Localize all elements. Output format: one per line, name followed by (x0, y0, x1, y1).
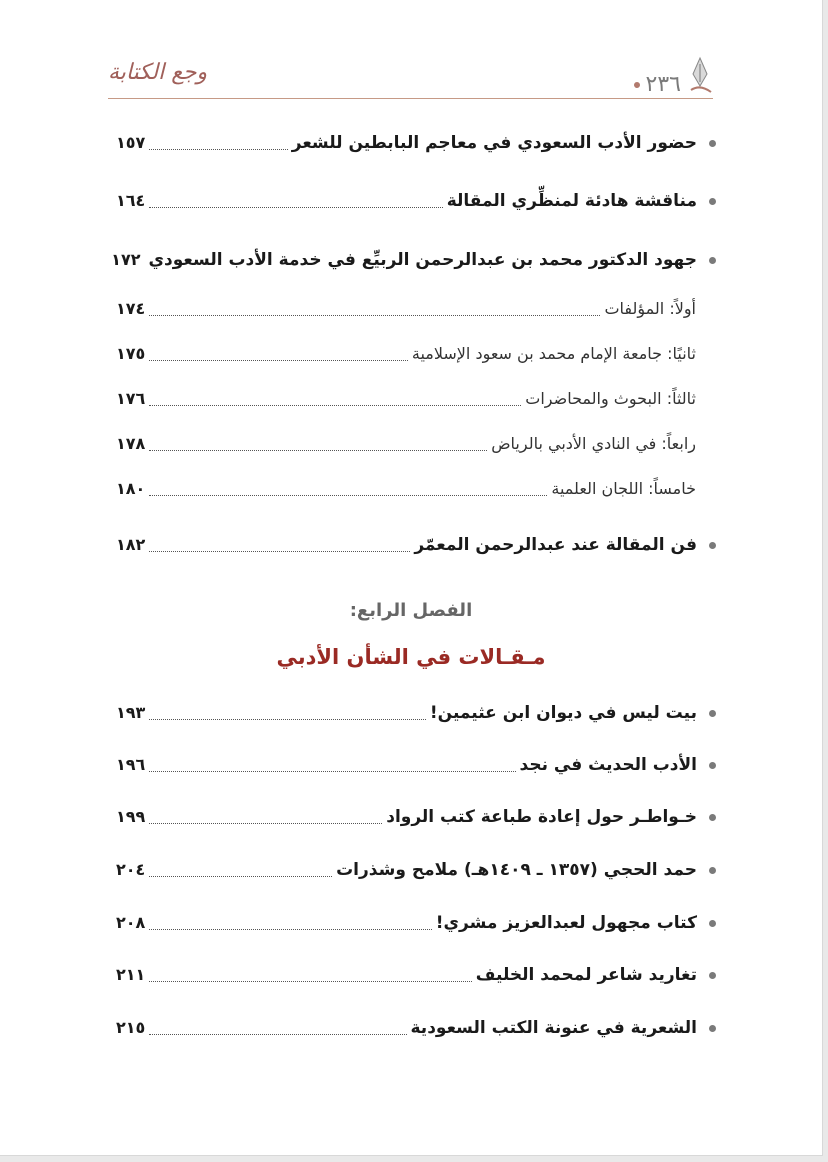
bullet-icon (709, 198, 716, 205)
toc-entry-page: ٢١٥ (116, 1018, 146, 1037)
bullet-icon (709, 542, 716, 549)
bullet-icon (709, 814, 716, 821)
bullet-icon (709, 920, 716, 927)
bullet-icon (709, 140, 716, 147)
bullet-icon (709, 710, 716, 717)
toc-entry[interactable] (116, 906, 716, 940)
toc-entry-title: الأدب الحديث في نجد (519, 755, 697, 775)
bullet-icon (709, 867, 716, 874)
chapter-label: الفصل الرابع: (349, 600, 473, 621)
header-dot-icon (634, 82, 640, 88)
toc-entry-title: حضور الأدب السعودي في معاجم البابطين للشعر (291, 133, 697, 153)
chapter-title: مـقـالات في الشأن الأدبي (276, 645, 546, 669)
toc-entry[interactable] (116, 958, 716, 992)
header-page-number: ٢٣٦ (645, 72, 681, 97)
toc-subentry-title: أولاً: المؤلفات (604, 299, 696, 318)
toc-entry-title: حمد الحجي (١٣٥٧ ـ ١٤٠٩هـ) ملامح وشذرات (336, 860, 697, 880)
bullet-icon (709, 972, 716, 979)
toc-subentry-title: ثانيًا: جامعة الإمام محمد بن سعود الإسلامية (411, 344, 696, 363)
toc-entry-page: ١٨٢ (116, 535, 146, 554)
toc-entry[interactable] (116, 748, 716, 782)
toc-entry[interactable] (111, 243, 716, 277)
toc-entry[interactable] (116, 800, 716, 834)
toc-subentry[interactable] (116, 292, 696, 326)
toc-entry[interactable] (116, 126, 716, 160)
bullet-icon (709, 1025, 716, 1032)
toc-entry-page: ١٨٠ (116, 479, 146, 498)
toc-entry[interactable] (116, 528, 716, 562)
leader-dots (149, 823, 382, 824)
bullet-icon (709, 762, 716, 769)
toc-entry[interactable] (116, 696, 716, 730)
leader-dots (149, 315, 600, 316)
toc-entry-page: ١٧٦ (116, 389, 146, 408)
leader-dots (149, 719, 426, 720)
page-header (108, 58, 713, 104)
toc-entry-title: مناقشة هادئة لمنظِّري المقالة (446, 191, 697, 211)
leader-dots (149, 495, 547, 496)
leader-dots (149, 929, 431, 930)
leader-dots (149, 1034, 406, 1035)
leader-dots (149, 405, 521, 406)
toc-entry[interactable] (116, 853, 716, 887)
toc-subentry-title: خامساً: اللجان العلمية (551, 479, 696, 498)
toc-entry-page: ١٩٣ (116, 703, 146, 722)
toc-entry-page: ٢٠٨ (116, 913, 146, 932)
leader-dots (149, 149, 287, 150)
bullet-icon (709, 257, 716, 264)
toc-entry-page: ١٩٩ (116, 807, 146, 826)
toc-entry-page: ٢١١ (116, 965, 146, 984)
toc-subentry[interactable] (116, 337, 696, 371)
toc-entry-page: ١٩٦ (116, 755, 146, 774)
header-divider (108, 98, 713, 99)
toc-subentry[interactable] (116, 382, 696, 416)
toc-entry-title: جهود الدكتور محمد بن عبدالرحمن الربيِّع في خدمة الأدب السعودي (148, 250, 697, 270)
toc-entry-title: خـواطـر حول إعادة طباعة كتب الرواد (386, 807, 697, 827)
toc-entry-page: ١٦٤ (116, 191, 146, 210)
toc-entry-page: ١٧٥ (116, 344, 146, 363)
toc-entry-title: الشعرية في عنونة الكتب السعودية (410, 1018, 697, 1038)
toc-entry-page: ١٧٢ (111, 250, 141, 269)
toc-entry-page: ١٥٧ (116, 133, 146, 152)
toc-entry-title: فن المقالة عند عبدالرحمن المعمّر (414, 535, 697, 555)
toc-entry-title: بيت ليس في ديوان ابن عثيمين! (429, 703, 697, 723)
header-page-number-group (634, 72, 713, 97)
leader-dots (149, 360, 408, 361)
leader-dots (149, 551, 410, 552)
leader-dots (149, 207, 442, 208)
leader-dots (149, 981, 471, 982)
toc-subentry-title: ثالثاً: البحوث والمحاضرات (525, 389, 696, 408)
toc-subentry-title: رابعاً: في النادي الأدبي بالرياض (491, 434, 696, 453)
book-logo: وجع الكتابة (108, 60, 208, 85)
toc-entry[interactable] (116, 184, 716, 218)
toc-entry-page: ١٧٤ (116, 299, 146, 318)
toc-subentry[interactable] (116, 472, 696, 506)
toc-entry-title: كتاب مجهول لعبدالعزيز مشري! (435, 913, 697, 933)
toc-entry-page: ١٧٨ (116, 434, 146, 453)
leader-dots (149, 771, 515, 772)
leader-dots (149, 450, 487, 451)
pen-nib-icon (687, 56, 713, 96)
toc-entry-page: ٢٠٤ (116, 860, 146, 879)
toc-entry-title: تغاريد شاعر لمحمد الخليف (475, 965, 697, 985)
toc-subentry[interactable] (116, 427, 696, 461)
toc-entry[interactable] (116, 1011, 716, 1045)
leader-dots (149, 876, 332, 877)
